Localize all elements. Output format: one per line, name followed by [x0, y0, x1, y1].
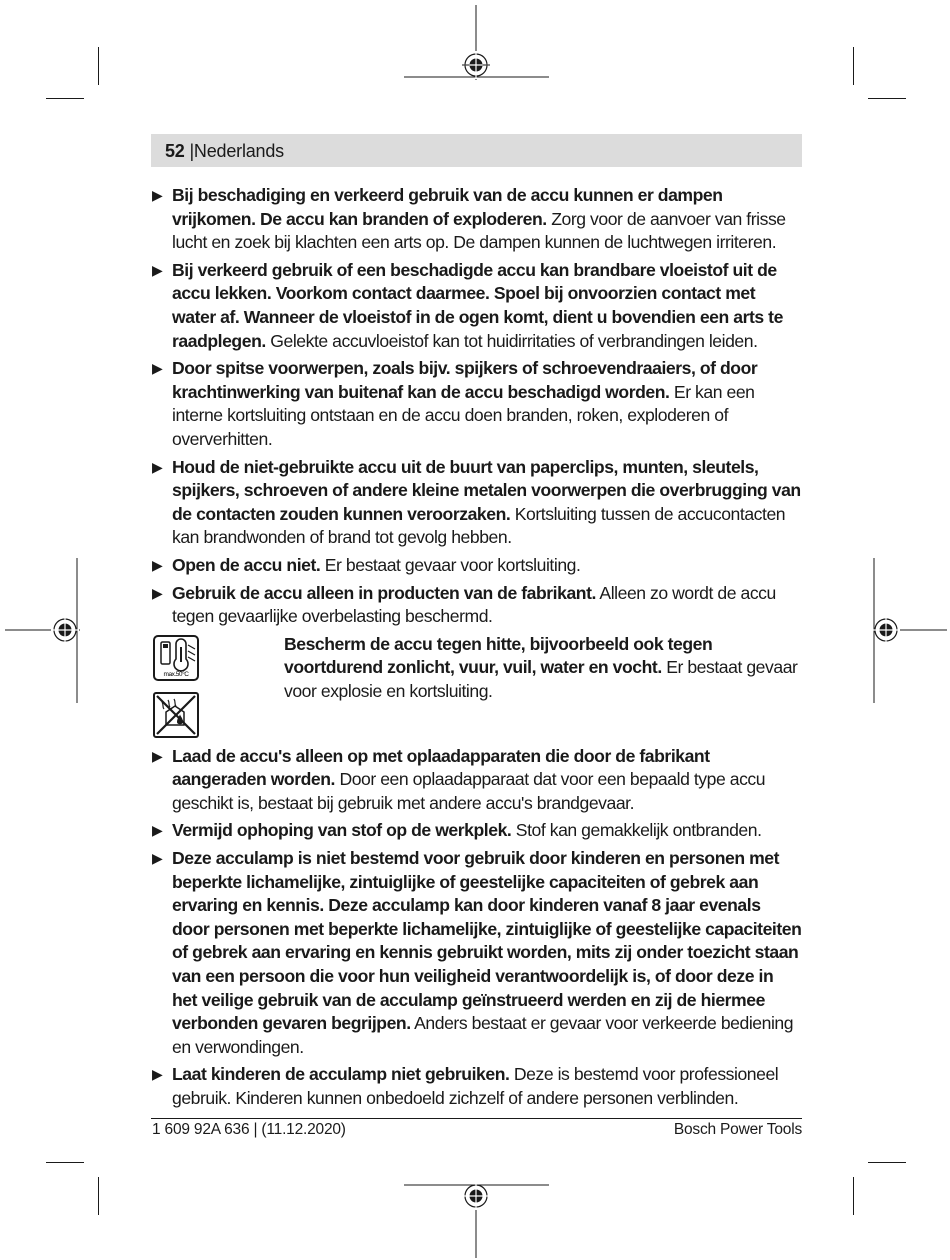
warning-bold: Deze acculamp is niet bestemd voor gebruik door kinderen en personen met beperkte lichamelijke, zintuiglijke of geestelijke capaciteiten of gebrek aan ervaring en kennis. Deze acculamp kan door kinderen vanaf 8 jaar evenals door personen met beperkte lichamelijke, zintuiglijke of geestelijke capaciteiten of gebrek aan ervaring en kennis gebruikt worden, mits zij onder toezicht staan van een persoon die voor hun veiligheid verantwoordelijk is, of door deze in het veilige gebruik van de acculamp geïnstrueerd werden en zij de hiermee verbonden gevaren begrijpen. [172, 848, 802, 1034]
icon-warning-text [284, 633, 802, 704]
registration-mark-top [404, 5, 549, 80]
bullet-icon: ▶ [152, 850, 163, 867]
crop-mark [868, 1162, 906, 1163]
warning-text: Er bestaat gevaar voor explosie en kortsluiting. [284, 657, 798, 701]
bullet-icon: ▶ [152, 360, 163, 377]
bullet-icon: ▶ [152, 261, 163, 278]
registration-mark-right [872, 558, 947, 703]
header-separator: | [189, 141, 194, 161]
warning-bold: Open de accu niet. [172, 554, 321, 575]
list-item [151, 819, 802, 843]
warning-text: Zorg voor de aanvoer van frisse lucht en zoek bij klachten een arts op. De dampen kunnen de luchtwegen irriteren. [172, 208, 786, 253]
warning-bold: Gebruik de accu alleen in producten van de fabrikant. [172, 582, 596, 603]
list-item [151, 745, 802, 816]
list-item [151, 847, 802, 1059]
page-number: 52 [165, 141, 185, 161]
warning-bold: Bij beschadiging en verkeerd gebruik van de accu kunnen er dampen vrijkomen. De accu kan branden of exploderen. [172, 185, 723, 229]
bullet-icon: ▶ [152, 458, 163, 475]
warning-bold: Houd de niet-gebruikte accu uit de buurt van paperclips, munten, sleutels, spijkers, schroeven of andere kleine metalen voorwerpen die overbrugging van de contacten zouden kunnen veroorzaken. [172, 456, 801, 524]
warning-icons [153, 635, 201, 745]
list-item [151, 357, 802, 451]
no-water-icon [153, 692, 199, 738]
crop-mark [853, 1177, 854, 1215]
crop-mark [46, 98, 84, 99]
warning-text: Er bestaat gevaar voor kortsluiting. [320, 554, 581, 575]
list-item [151, 582, 802, 629]
warning-bold: Bescherm de accu tegen hitte, bijvoorbeeld ook tegen voortdurend zonlicht, vuur, vuil, water en vocht. [284, 633, 713, 678]
warning-text: Gelekte accuvloeistof kan tot huidirritaties of verbrandingen leiden. [265, 330, 758, 351]
list-item [151, 554, 802, 578]
warning-bold: Laat kinderen de acculamp niet gebruiken. [172, 1064, 510, 1085]
list-item [151, 259, 802, 353]
registration-mark-left [5, 558, 80, 703]
warning-bold: Vermijd ophoping van stof op de werkplek. [172, 820, 512, 841]
warning-bold: Laad de accu's alleen op met oplaadapparaten die door de fabrikant aangeraden worden. [172, 745, 710, 790]
crop-mark [98, 47, 99, 85]
registration-mark-bottom [404, 1183, 549, 1258]
bullet-icon: ▶ [152, 822, 163, 839]
warning-text: Door een oplaadapparaat dat voor een bepaald type accu geschikt is, bestaat bij gebruik met andere accu's brandgevaar. [172, 769, 766, 813]
footer-doc-number: 1 609 92A 636 | (11.12.2020) [152, 1121, 346, 1138]
list-item [151, 184, 802, 255]
safety-instructions [151, 184, 802, 1115]
crop-mark [46, 1162, 84, 1163]
bullet-icon: ▶ [152, 556, 163, 573]
bullet-icon: ▶ [152, 187, 163, 203]
warning-text: Kortsluiting tussen de accucontacten kan brandwonden of brand tot gevolg hebben. [172, 503, 786, 548]
crop-mark [853, 47, 854, 85]
bullet-icon: ▶ [152, 584, 163, 601]
warning-text: Anders bestaat er gevaar voor verkeerde bediening en verwondingen. [172, 1013, 794, 1057]
bullet-icon: ▶ [152, 1066, 163, 1083]
warning-text: Stof kan gemakkelijk ontbranden. [511, 820, 762, 841]
max-temperature-label: max.50°C [163, 670, 189, 678]
header-text [165, 140, 284, 162]
icon-warning-block [151, 633, 802, 741]
warning-bold: Bij verkeerd gebruik of een beschadigde accu kan brandbare vloeistof uit de accu lekken. Voorkom contact daarmee. Spoel bij onvoorzien contact met water af. Wanneer de vloeistof in de ogen komt, dient u bovendien een arts te raadplegen. [172, 259, 783, 351]
page-header [151, 134, 802, 167]
footer-brand: Bosch Power Tools [673, 1121, 802, 1138]
max-temperature-icon [153, 635, 199, 681]
warning-text: Alleen zo wordt de accu tegen gevaarlijke overbelasting beschermd. [172, 582, 776, 627]
warning-bold: Door spitse voorwerpen, zoals bijv. spijkers of schroevendraaiers, of door krachtinwerking van buitenaf kan de accu beschadigd worden. [172, 358, 758, 402]
header-language: Nederlands [193, 141, 284, 161]
list-item [151, 1063, 802, 1110]
warning-text: Er kan een interne kortsluiting ontstaan en de accu doen branden, roken, exploderen of oververhitten. [172, 381, 755, 449]
list-item [151, 456, 802, 550]
bullet-icon: ▶ [152, 747, 163, 764]
warning-text: Deze is bestemd voor professioneel gebruik. Kinderen kunnen onbedoeld zichzelf of andere personen verblinden. [172, 1064, 779, 1108]
crop-mark [868, 98, 906, 99]
crop-mark [98, 1177, 99, 1215]
